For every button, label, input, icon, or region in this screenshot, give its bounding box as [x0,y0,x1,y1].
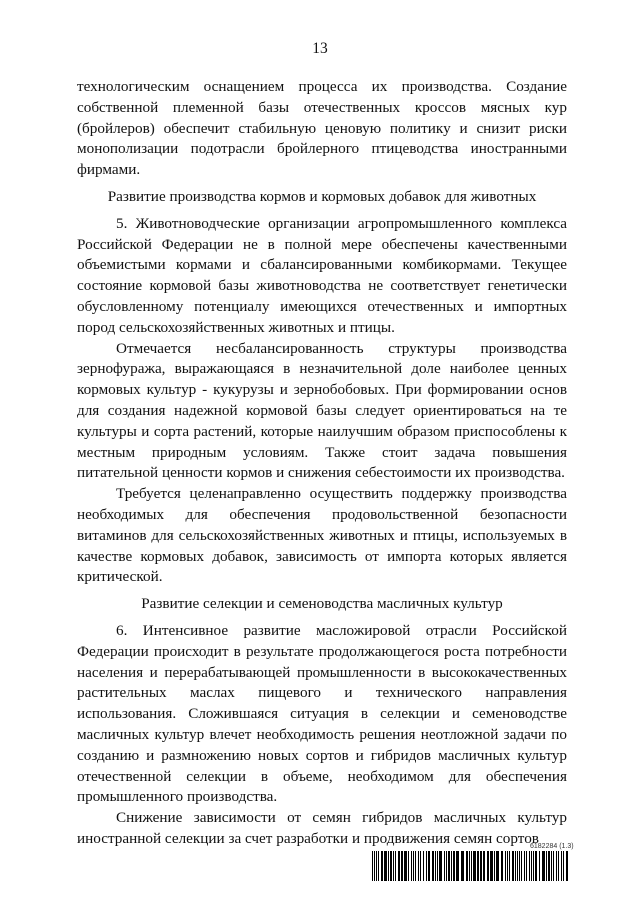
barcode [372,851,569,881]
paragraph-feed-grain: Отмечается несбалансированность структуры производства зернофуража, выражающаяся в незначительной доле наиболее ценных кормовых культур - кукурузы и зернобобовых. При формировании основ для создания надежной кормовой базы следует ориентироваться на те культуры и сорта растений, которые наилучшим образом приспособлены к местным природным условиям. Также стоит задача повышения питательной ценности кормов и снижения себестоимости их производства. [77,339,567,482]
document-body [77,77,567,850]
paragraph-continuation: технологическим оснащением процесса их производства. Создание собственной племенной базы отечественных кроссов мясных кур (бройлеров) обеспечит стабильную ценовую политику и снизит риски монополизации подотрасли бройлерного птицеводства иностранными фирмами. [77,78,567,179]
paragraph-vitamins: Требуется целенаправленно осуществить поддержку производства необходимых для обеспечения продовольственной безопасности витаминов для сельскохозяйственных животных и птицы, используемых в качестве кормовых добавок, зависимость от импорта которых является критической. [77,485,567,586]
section-heading-oilseeds: Развитие селекции и семеноводства масличных культур [141,595,503,613]
section-heading-feed: Развитие производства кормов и кормовых добавок для животных [107,187,537,205]
page-number: 13 [312,40,328,57]
document-code: 6182284 (1.3) [530,843,574,850]
paragraph-item-6: 6. Интенсивное развитие масложировой отрасли Российской Федерации происходит в результате продолжающегося роста потребности населения и перерабатывающей промышленности в высококачественных растительных маслах пищевого и технического направления использования. Сложившаяся ситуация в селекции и семеноводстве масличных культур влечет необходимость решения неотложной задачи по созданию и размножению новых сортов и гибридов масличных культур отечественной селекции в объеме, необходимом для обеспечения промышленного производства. [77,621,567,806]
paragraph-item-5: 5. Животноводческие организации агропромышленного комплекса Российской Федерации не в полной мере обеспечены качественными объемистыми кормами и сбалансированными комбикормами. Текущее состояние кормовой базы животноводства не соответствует генетически обусловленному потенциалу имеющихся отечественных и импортных пород сельскохозяйственных животных и птицы. [77,214,567,336]
paragraph-seed-dependence: Снижение зависимости от семян гибридов масличных культур иностранной селекции за счет разработки и продвижения семян сортов [77,809,567,847]
